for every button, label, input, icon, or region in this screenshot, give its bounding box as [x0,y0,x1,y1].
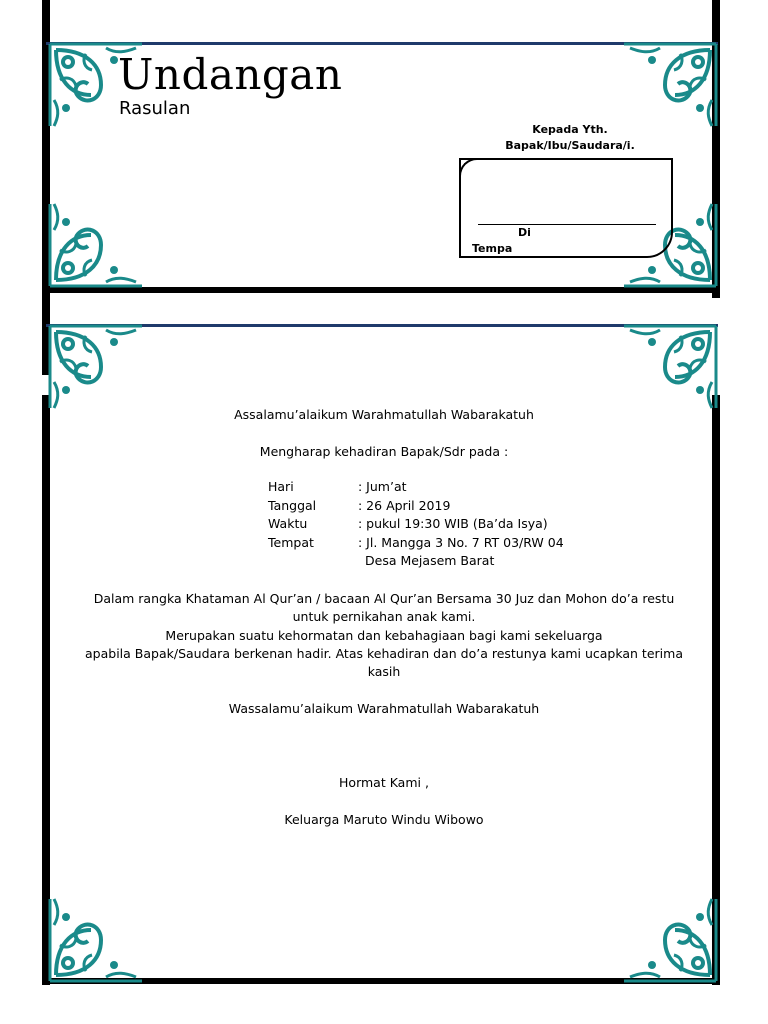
greeting: Assalamu’alaikum Warahmatullah Wabarakatuh [234,407,534,422]
envelope-top-rule [46,42,718,45]
ornament-bottom-left-icon [46,200,146,290]
body-line-1a: Dalam rangka Khataman Al Qur’an / bacaan Al Qur’an Bersama 30 Juz dan Mohon do’a restu [93,591,675,606]
signature: Keluarga Maruto Windu Wibowo [284,812,484,827]
address-line [478,224,656,225]
closing-greeting: Wassalamu’alaikum Warahmatullah Wabarakatuh [228,701,540,716]
envelope-title: Undangan [118,50,343,99]
body-line-3b: kasih [367,664,401,679]
ornament-letter-bottom-left-icon [46,895,146,985]
detail-label-hari: Hari [268,479,294,494]
recipient-header-1: Kepada Yth. [532,123,608,136]
envelope-subtitle: Rasulan [119,98,191,119]
detail-value-waktu: : pukul 19:30 WIB (Ba’da Isya) [358,516,548,531]
detail-label-tanggal: Tanggal [268,498,317,513]
recipient-header-2: Bapak/Ibu/Saudara/i. [505,139,635,152]
detail-value-tempat: : Jl. Mangga 3 No. 7 RT 03/RW 04 [358,535,564,550]
di-label: Di [518,226,531,239]
letter-top-rule [46,324,718,327]
ornament-letter-top-left-icon [46,322,146,412]
ornament-top-right-icon [620,40,720,130]
ornament-letter-top-right-icon [620,322,720,412]
detail-value-hari: : Jum’at [358,479,407,494]
regards: Hormat Kami , [339,775,429,790]
tempat-label: Tempa [472,242,513,255]
body-line-1b: untuk pernikahan anak kami. [292,609,476,624]
body-line-2: Merupakan suatu kehormatan dan kebahagiaan bagi kami sekeluarga [165,628,603,643]
address-continuation: Desa Mejasem Barat [365,553,495,568]
request-line: Mengharap kehadiran Bapak/Sdr pada : [259,444,509,459]
ornament-letter-bottom-right-icon [620,895,720,985]
detail-label-waktu: Waktu [268,516,308,531]
detail-label-tempat: Tempat [268,535,314,550]
detail-value-tanggal: : 26 April 2019 [358,498,451,513]
body-line-3a: apabila Bapak/Saudara berkenan hadir. Atas kehadiran dan do’a restunya kami ucapkan terima [85,646,683,661]
